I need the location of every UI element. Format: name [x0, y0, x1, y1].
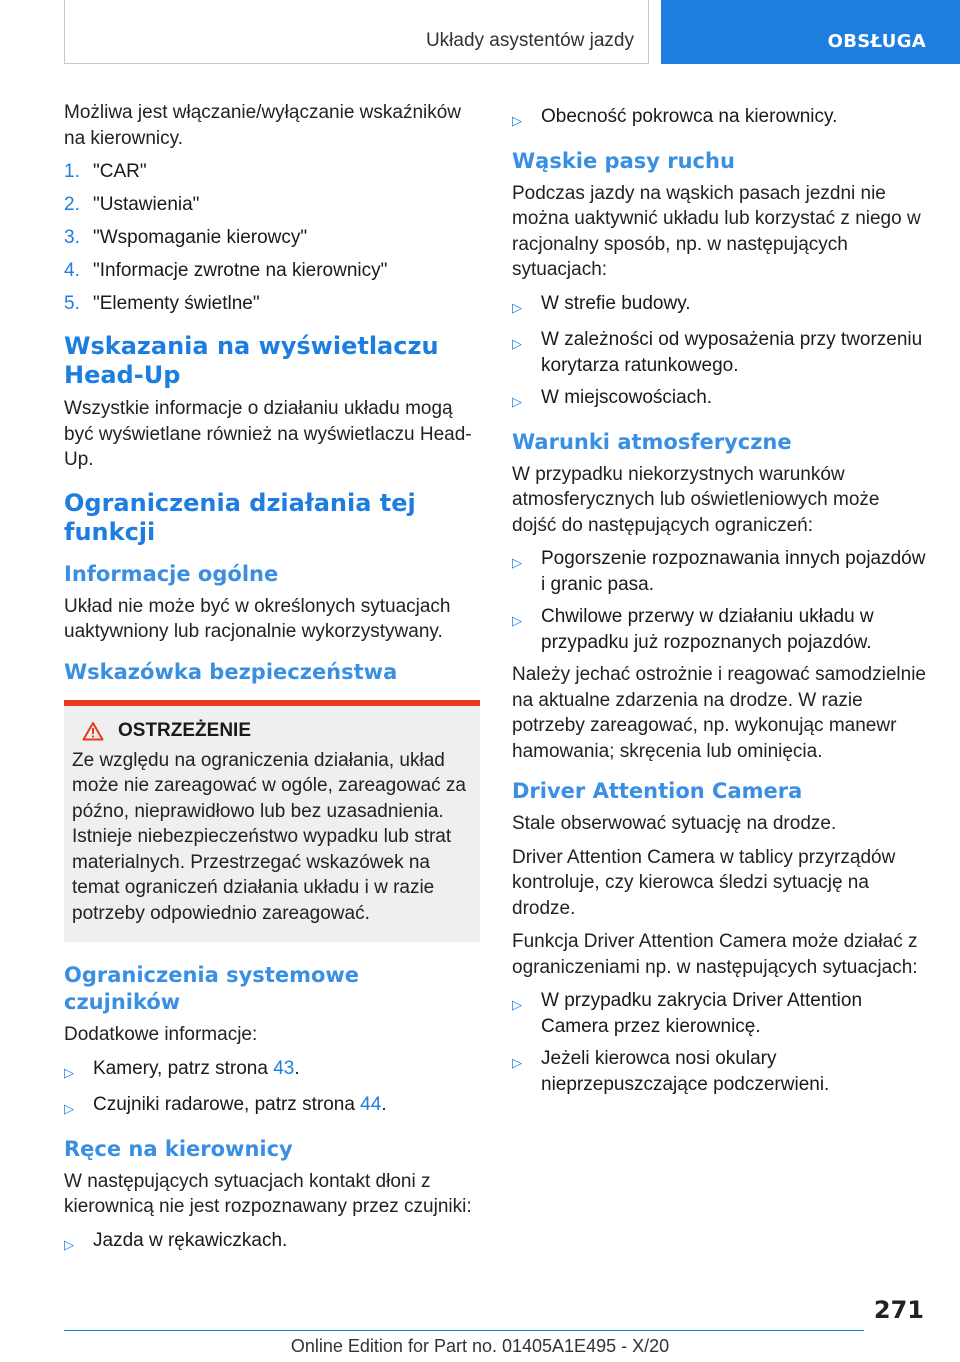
camera-list	[512, 988, 928, 1097]
hud-heading	[64, 332, 480, 390]
chapter-title: OBSŁUGA	[827, 30, 926, 52]
weather-note: Należy jechać ostrożnie i reagować samodzielnie na aktualne zdarzenia na drodze. W razie potrzeby zareagować, np. wykonując manewr hamowania; skręcenia lub ominięcia.	[512, 664, 926, 762]
narrow-text: Podczas jazdy na wąskich pasach jezdni nie można uaktywnić układu lub korzystać z niego w racjonalny sposób, np. w następujących sytuacjach:	[512, 182, 921, 280]
step-number: 5.	[64, 293, 80, 314]
narrow-list	[512, 291, 928, 415]
step-number: 2.	[64, 194, 80, 215]
triangle-bullet-icon: ▷	[64, 1101, 74, 1116]
limits-heading: Ograniczenia działania tej funkcji	[64, 488, 416, 546]
step-number: 1.	[64, 161, 80, 182]
step-text: "Elementy świetlne"	[93, 293, 260, 314]
footer-divider	[64, 1330, 864, 1331]
weather-text: W przypadku niekorzystnych warunków atmosferycznych lub oświetleniowych może dojść do następujących ograniczeń:	[512, 463, 880, 536]
general-text: Układ nie może być w określonych sytuacjach uaktywniony lub racjonalnie wykorzystywany.	[64, 595, 451, 642]
list-item-text: Chwilowe przerwy w działaniu układu w przypadku już rozpoznanych pojazdów.	[541, 606, 874, 653]
intro-text: Możliwa jest włączanie/wyłączanie wskaźników na kierownicy.	[64, 102, 462, 149]
triangle-bullet-icon: ▷	[512, 113, 522, 128]
safety-heading: Wskazówka bezpieczeństwa	[64, 659, 398, 684]
right-column	[512, 100, 928, 1104]
camera-heading: Driver Attention Camera	[512, 779, 803, 803]
list-item	[64, 258, 480, 283]
page-number: 271	[873, 1296, 924, 1324]
warning-header	[72, 720, 472, 742]
camera-text-2: Driver Attention Camera w tablicy przyrządów kontroluje, czy kierowca śledzi sytuację na drodze.	[512, 846, 896, 919]
list-item	[512, 291, 928, 321]
general-heading: Informacje ogólne	[64, 561, 279, 586]
cover-list	[512, 104, 928, 134]
list-item	[512, 385, 928, 415]
step-text: "Informacje zwrotne na kierownicy"	[93, 260, 388, 281]
triangle-bullet-icon: ▷	[512, 997, 522, 1012]
list-item-text: Jeżeli kierowca nosi okulary nieprzepuszczające podczerwieni.	[541, 1048, 830, 1095]
triangle-bullet-icon: ▷	[512, 1055, 522, 1070]
steps-list	[64, 159, 480, 316]
hands-heading: Ręce na kierownicy	[64, 1136, 293, 1161]
step-text: "Wspomaganie kierowcy"	[93, 227, 308, 248]
warning-triangle-icon	[82, 721, 104, 741]
weather-list	[512, 546, 928, 655]
list-item	[512, 546, 928, 597]
triangle-bullet-icon: ▷	[512, 299, 522, 315]
step-number: 3.	[64, 227, 80, 248]
hud-heading-line2: Head-Up	[64, 361, 181, 389]
list-item	[64, 159, 480, 184]
header-section-box	[64, 0, 649, 64]
hands-list	[64, 1228, 480, 1258]
step-text: "CAR"	[93, 161, 147, 182]
sensor-text: Dodatkowe informacje:	[64, 1024, 258, 1045]
list-item	[512, 104, 928, 134]
list-item	[64, 1228, 480, 1258]
chapter-tab[interactable]	[661, 0, 960, 64]
list-item	[512, 988, 928, 1039]
list-item	[64, 225, 480, 250]
list-item-text: W przypadku zakrycia Driver Attention Camera przez kierownicę.	[541, 990, 863, 1037]
triangle-bullet-icon: ▷	[64, 1236, 74, 1252]
sensor-heading: Ograniczenia systemowe czujników	[64, 963, 360, 1014]
section-title: Układy asystentów jazdy	[425, 29, 634, 51]
footer-edition: Online Edition for Part no. 01405A1E495 - X/20	[290, 1336, 670, 1356]
narrow-heading: Wąskie pasy ruchu	[512, 148, 735, 173]
weather-heading: Warunki atmosferyczne	[512, 429, 792, 454]
list-item-text: W strefie budowy.	[541, 292, 691, 314]
camera-text-3: Funkcja Driver Attention Camera może działać z ograniczeniami np. w następujących sytuacjach:	[512, 931, 918, 978]
triangle-bullet-icon: ▷	[512, 336, 522, 351]
list-item	[64, 1092, 480, 1122]
list-item	[512, 327, 928, 378]
hands-text: W następujących sytuacjach kontakt dłoni z kierownicą nie jest rozpoznawany przez czujniki:	[64, 1170, 472, 1217]
warning-text: Ze względu na ograniczenia działania, układ może nie zareagować w ogóle, zareagować za późno, nieprawidłowo lub bez uzasadnienia. Istnieje niebezpieczeństwo wypadku lub strat materialnych. Przestrzegać wskazówek na temat ograniczeń działania układu i w razie potrzeby odpowiednio zareagować.	[72, 749, 466, 924]
list-item-text: W miejscowościach.	[541, 387, 713, 408]
triangle-bullet-icon: ▷	[512, 394, 522, 409]
list-item-text: Jazda w rękawiczkach.	[93, 1229, 288, 1251]
list-item-text: W zależności od wyposażenia przy tworzeniu korytarza ratunkowego.	[541, 329, 923, 376]
list-item-text: Kamery, patrz strona 43.	[93, 1057, 300, 1079]
list-item	[512, 1046, 928, 1097]
list-item-text: Czujniki radarowe, patrz strona 44.	[93, 1094, 387, 1115]
triangle-bullet-icon: ▷	[512, 613, 522, 628]
list-item-text: Pogorszenie rozpoznawania innych pojazdów i granic pasa.	[541, 548, 926, 595]
hud-text: Wszystkie informacje o działaniu układu mogą być wyświetlane również na wyświetlaczu Head-Up.	[64, 398, 472, 470]
warning-box	[64, 700, 480, 943]
page-link[interactable]: 44	[360, 1094, 382, 1115]
list-item	[512, 604, 928, 655]
sensor-list	[64, 1056, 480, 1122]
triangle-bullet-icon: ▷	[512, 555, 522, 570]
hud-heading-line1: Wskazania na wyświetlaczu	[64, 332, 439, 360]
list-item	[64, 291, 480, 316]
warning-title: OSTRZEŻENIE	[118, 719, 252, 741]
left-column	[64, 100, 480, 1264]
triangle-bullet-icon: ▷	[64, 1064, 74, 1080]
list-item	[64, 1056, 480, 1086]
list-item-text: Obecność pokrowca na kierownicy.	[541, 106, 838, 127]
step-text: "Ustawienia"	[93, 194, 200, 215]
camera-text-1: Stale obserwować sytuację na drodze.	[512, 813, 837, 834]
page-link[interactable]: 43	[273, 1057, 295, 1079]
list-item	[64, 192, 480, 217]
step-number: 4.	[64, 260, 80, 281]
